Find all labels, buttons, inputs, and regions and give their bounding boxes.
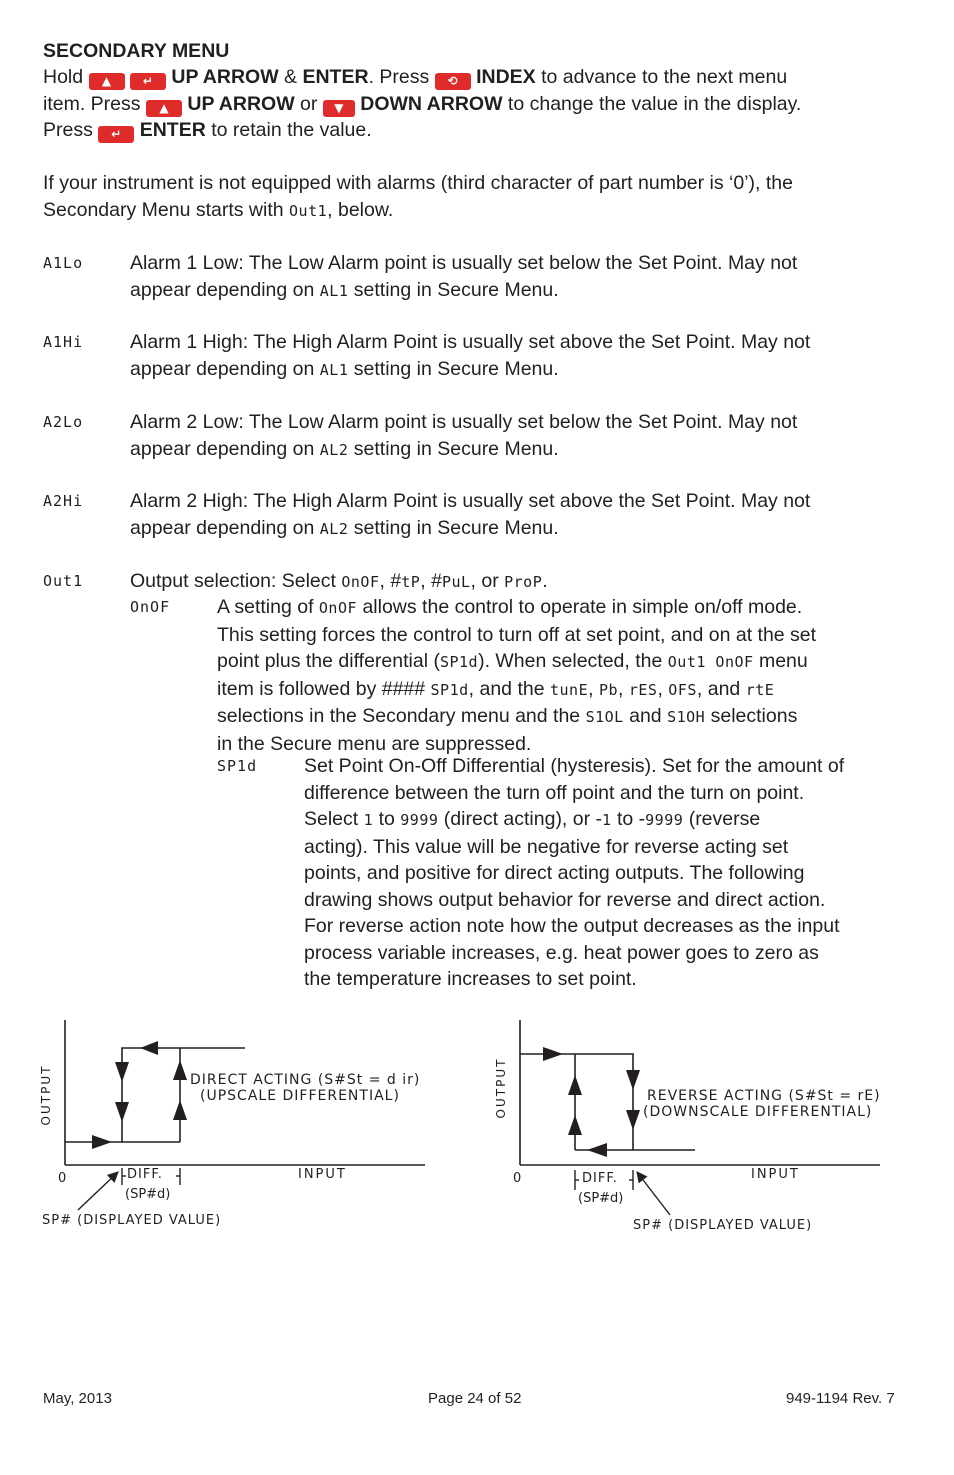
section-heading: SECONDARY MENU <box>43 40 230 62</box>
enter-key-icon: ↵ <box>98 126 134 143</box>
term-a1hi: A1Hi <box>43 333 84 351</box>
direct-acting-diagram <box>30 1010 450 1240</box>
up-arrow-key-icon: ▲ <box>146 100 182 117</box>
arrow-left-icon <box>140 1041 158 1055</box>
arrow-down-icon <box>626 1070 640 1090</box>
arrow-right-icon <box>92 1135 112 1149</box>
index-key-icon: ⟲ <box>435 73 471 90</box>
footer-page: Page 24 of 52 <box>428 1390 522 1407</box>
term-out1: Out1 <box>43 572 84 590</box>
down-arrow-key-icon: ▼ <box>323 100 355 117</box>
input-label: INPUT <box>298 1167 347 1182</box>
desc-sp1d: Set Point On-Off Differential (hysteresis). Set for the amount of difference between the turn off point and the turn on point. Select 1 to 9999 (direct acting), or -1 to -9999 (reverse acting). This value will be negative for reverse acting set points, and positive for direct acting outputs. The following drawing shows output behavior for reverse and direct action. For reverse action note how the output decreases as the input process variable increases, e.g. heat power goes to zero as the temperature increases to set point. <box>304 755 845 990</box>
pointer-arrow <box>78 1172 118 1210</box>
spd-label: (SP#d) <box>125 1187 171 1202</box>
direct-subtitle: (UPSCALE DIFFERENTIAL) <box>200 1088 400 1104</box>
input-label: INPUT <box>751 1167 800 1182</box>
arrow-left-icon <box>587 1143 607 1157</box>
arrow-up-icon <box>568 1115 582 1135</box>
enter-key-icon: ↵ <box>130 73 166 90</box>
arrow-down-icon <box>626 1110 640 1130</box>
arrow-up-icon <box>568 1075 582 1095</box>
desc-onof: A setting of OnOF allows the control to operate in simple on/off mode. This setting forces the control to turn off at set point, and on at the set point plus the differential (SP1d). When selected, the Out1 OnOF menu item is followed by #### SP1d, and the tunE, Pb, rES, OFS, and rtE selections in the Secondary menu and the S1OL and S1OH selections in the Secure menu are suppressed. <box>217 596 817 755</box>
output-label: OUTPUT <box>39 1064 53 1126</box>
desc-a1hi: Alarm 1 High: The High Alarm Point is usually set above the Set Point. May not appear depending on AL1 setting in Secure Menu. <box>130 331 811 380</box>
reverse-subtitle: (DOWNSCALE DIFFERENTIAL) <box>643 1104 873 1120</box>
intro-line-3: Press ↵ ENTER to retain the value. <box>43 119 372 141</box>
direct-title: DIRECT ACTING (S#St = d ir) <box>190 1072 421 1088</box>
sp-label: SP# (DISPLAYED VALUE) <box>633 1218 813 1233</box>
term-a2lo: A2Lo <box>43 413 84 431</box>
no-alarm-note: If your instrument is not equipped with alarms (third character of part number is ‘0’), the Secondary Menu starts with Out1, below. <box>43 172 793 221</box>
up-arrow-key-icon: ▲ <box>89 73 125 90</box>
term-sp1d: SP1d <box>217 757 258 775</box>
desc-a1lo: Alarm 1 Low: The Low Alarm point is usually set below the Set Point. May not appear depending on AL1 setting in Secure Menu. <box>130 252 798 301</box>
arrow-down-icon <box>115 1102 129 1122</box>
output-label: OUTPUT <box>494 1057 508 1119</box>
desc-a2hi: Alarm 2 High: The High Alarm Point is usually set above the Set Point. May not appear depending on AL2 setting in Secure Menu. <box>130 490 811 539</box>
footer-date: May, 2013 <box>43 1390 112 1407</box>
arrow-up-icon <box>173 1100 187 1120</box>
arrow-right-icon <box>543 1047 563 1061</box>
term-a2hi: A2Hi <box>43 492 84 510</box>
arrow-down-icon <box>115 1062 129 1082</box>
diff-label: DIFF. <box>582 1171 618 1186</box>
reverse-acting-diagram <box>485 1010 905 1245</box>
origin-label: 0 <box>513 1171 522 1186</box>
pointer-arrow <box>637 1172 670 1215</box>
diff-label: DIFF. <box>127 1167 163 1182</box>
desc-a2lo: Alarm 2 Low: The Low Alarm point is usually set below the Set Point. May not appear depending on AL2 setting in Secure Menu. <box>130 411 798 460</box>
desc-out1: Output selection: Select OnOF, #tP, #PuL, or ProP. <box>130 570 548 592</box>
term-onof: OnOF <box>130 598 171 616</box>
intro-line-2: item. Press ▲ UP ARROW or ▼ DOWN ARROW to change the value in the display. <box>43 93 802 115</box>
footer-doc-number: 949-1194 Rev. 7 <box>786 1390 895 1407</box>
spd-label: (SP#d) <box>578 1191 624 1206</box>
term-a1lo: A1Lo <box>43 254 84 272</box>
reverse-title: REVERSE ACTING (S#St = rE) <box>647 1088 881 1104</box>
intro-line-1: Hold ▲ ↵ UP ARROW & ENTER. Press ⟲ INDEX to advance to the next menu <box>43 66 788 88</box>
sp-label: SP# (DISPLAYED VALUE) <box>42 1213 222 1228</box>
arrow-up-icon <box>173 1060 187 1080</box>
origin-label: 0 <box>58 1171 67 1186</box>
